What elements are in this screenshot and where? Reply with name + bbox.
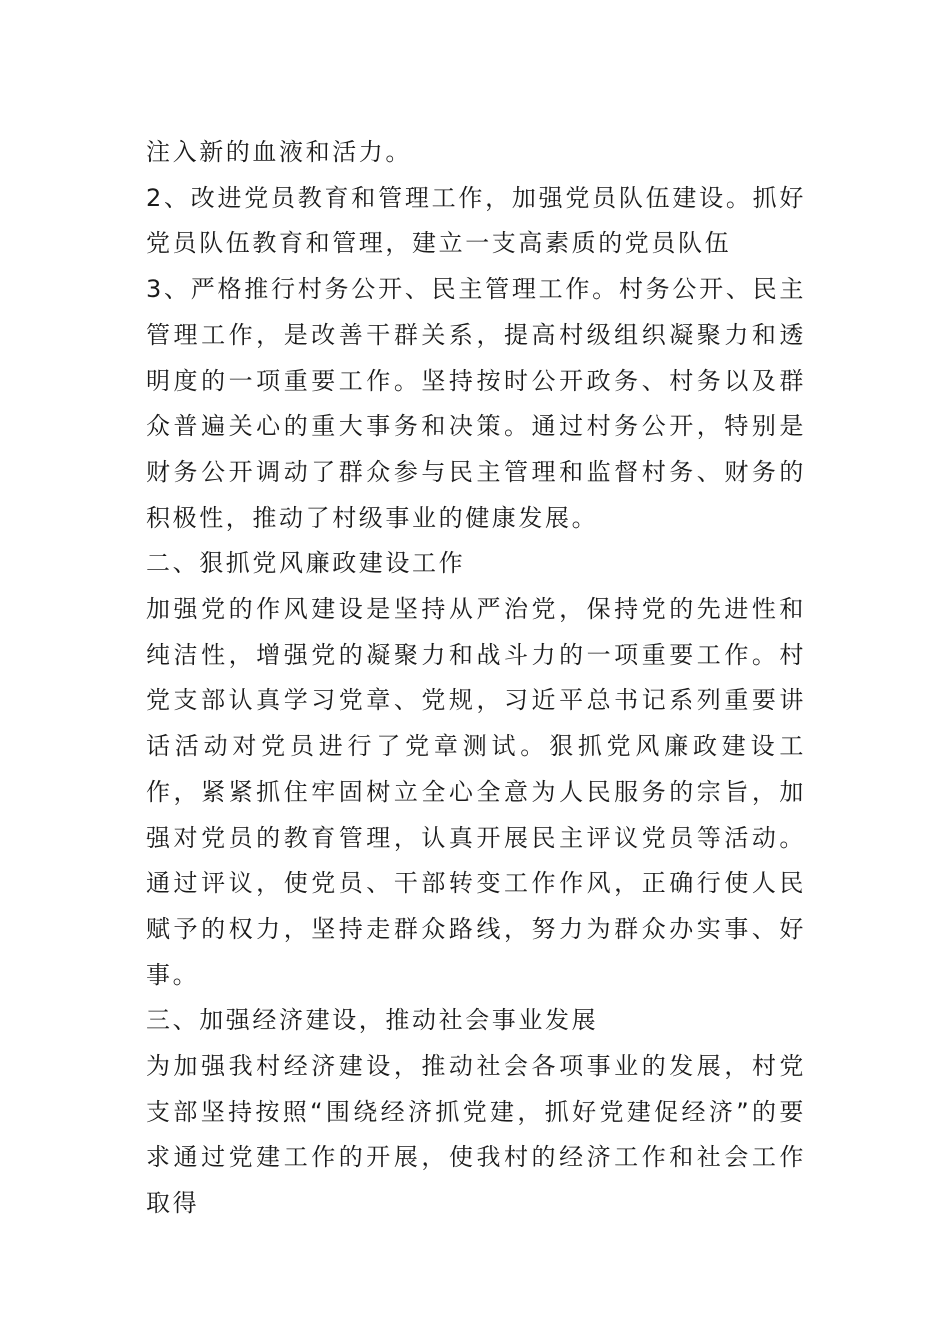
section-heading-3: 三、加强经济建设，推动社会事业发展 — [146, 1006, 599, 1035]
paragraph-continuation: 注入新的血液和活力。 — [146, 138, 412, 166]
paragraph-item-3: 3、严格推行村务公开、民主管理工作。村务公开、民主管理工作，是改善干群关系，提高村级组织凝聚力和透明度的一项重要工作。坚持按时公开政务、村务以及群众普遍关心的重大事务和决策。通过村务公开，特别是财务公开调动了群众参与民主管理和监督村务、财务的积极性，推动了村级事业的健康发展。 — [146, 275, 806, 532]
document-body — [146, 130, 806, 1227]
section-heading-2: 二、狠抓党风廉政建设工作 — [146, 549, 466, 578]
paragraph-item-2: 2、改进党员教育和管理工作，加强党员队伍建设。抓好党员队伍教育和管理，建立一支高素质的党员队伍 — [146, 183, 806, 258]
paragraph-section-2-body: 加强党的作风建设是坚持从严治党，保持党的先进性和纯洁性，增强党的凝聚力和战斗力的一项重要工作。村党支部认真学习党章、党规，习近平总书记系列重要讲话活动对党员进行了党章测试。狠抓党风廉政建设工作，紧紧抓住牢固树立全心全意为人民服务的宗旨，加强对党员的教育管理，认真开展民主评议党员等活动。通过评议，使党员、干部转变工作作风，正确行使人民赋予的权力，坚持走群众路线，努力为群众办实事、好事。 — [146, 595, 806, 989]
paragraph-section-3-body: 为加强我村经济建设，推动社会各项事业的发展，村党支部坚持按照“围绕经济抓党建，抓好党建促经济”的要求通过党建工作的开展，使我村的经济工作和社会工作取得 — [146, 1052, 806, 1218]
